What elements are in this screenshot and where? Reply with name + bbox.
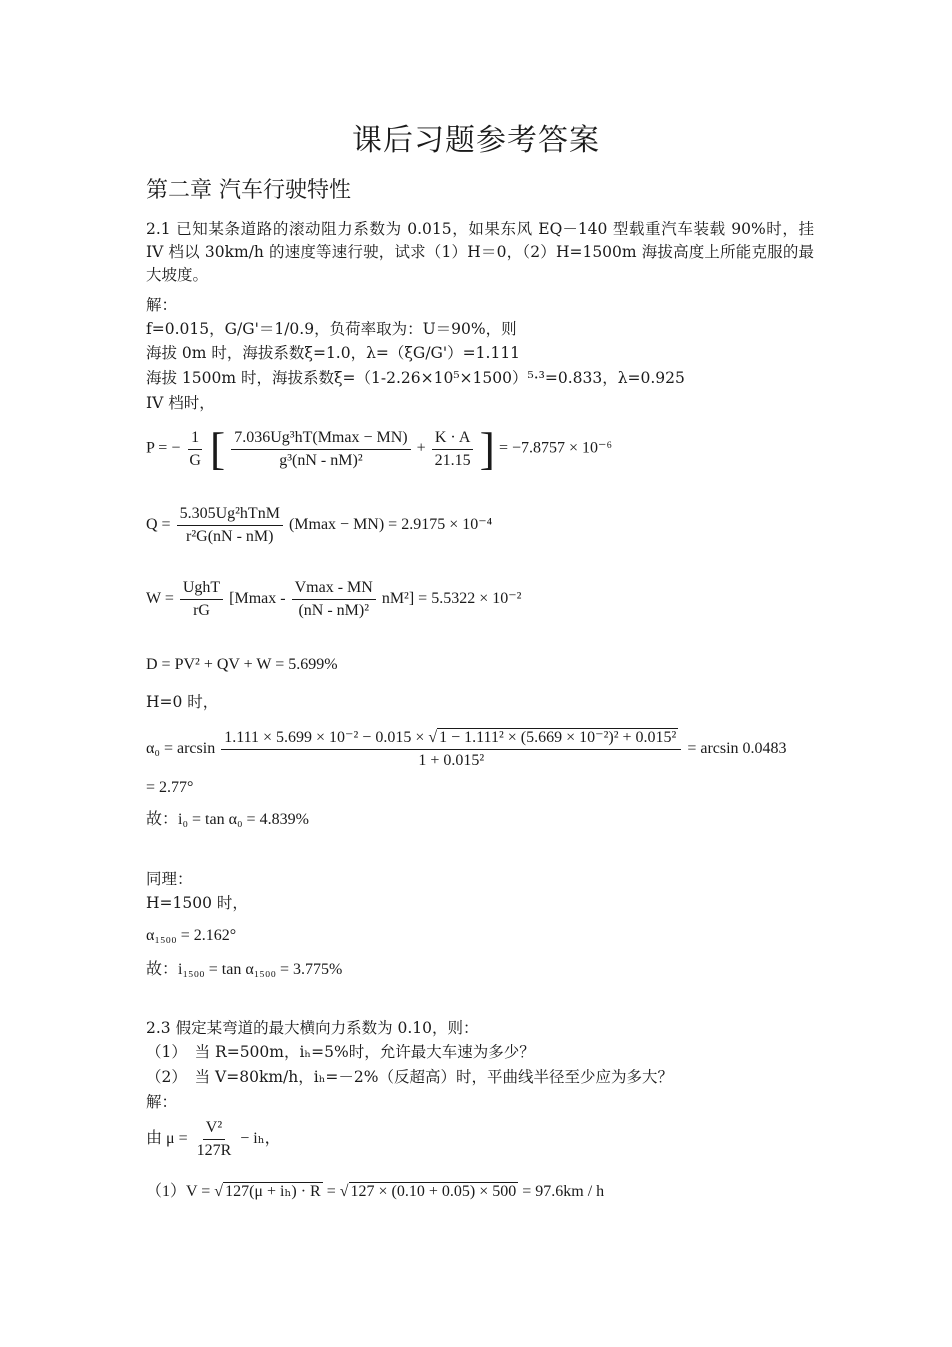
similarly-label: 同理：	[146, 870, 193, 888]
formula-mu-pre: 由 μ =	[146, 1130, 188, 1148]
formula-p-frac3	[432, 428, 474, 471]
right-bracket: ]	[479, 423, 495, 474]
formula-v-pre: （1）V =	[146, 1183, 211, 1200]
formula-w-frac2	[292, 578, 376, 621]
formula-alpha0-den: 1 + 0.015²	[418, 752, 485, 769]
altitude-1500-line: 海拔 1500m 时，海拔系数ξ=（1-2.26×10⁵×1500）⁵·³=0.833，λ=0.925	[146, 369, 685, 387]
alpha1500-result: α₁₅₀₀ = 2.162°	[146, 927, 237, 944]
formula-alpha0-sqrt: 1 − 1.111² × (5.669 × 10⁻²)² + 0.015²	[439, 729, 677, 746]
formula-w-num1: UghT	[180, 578, 223, 600]
chapter-heading: 第二章 汽车行驶特性	[146, 178, 351, 203]
formula-q	[146, 504, 492, 547]
formula-p-rhs: = −7.8757 × 10⁻⁶	[498, 439, 613, 457]
h0-label: H=0 时，	[146, 693, 219, 711]
formula-p-frac1-den: G	[189, 451, 201, 469]
i0-result: 故：i₀ = tan α₀ = 4.839%	[146, 811, 309, 828]
alpha0-result: = 2.77°	[146, 779, 194, 796]
given-values: f=0.015，G/G'＝1/0.9，负荷率取为：U＝90%，则	[146, 320, 517, 338]
formula-p-frac2	[231, 428, 410, 471]
formula-alpha0-frac	[221, 728, 681, 771]
formula-q-rest: (Mmax − MN) = 2.9175 × 10⁻⁴	[288, 516, 493, 534]
formula-alpha0-rhs: = arcsin 0.0483	[687, 740, 787, 758]
formula-d: D = PV² + QV + W = 5.699%	[146, 656, 338, 673]
question-2-1: 2.1 已知某条道路的滚动阻力系数为 0.015，如果东风 EQ－140 型载重汽车装载 90%时，挂 IV 档以 30km/h 的速度等速行驶，试求（1）H＝0，（2）H=1500m 海拔高度上所能克服的最大坡度。	[146, 220, 814, 284]
formula-v: （1）V = √ 127(μ + iₕ) · R = √ 127 × (0.10 + 0.05) × 500 = 97.6km / h	[146, 1183, 605, 1200]
formula-p-frac3-num: K · A	[432, 428, 474, 450]
formula-v-mid: =	[326, 1183, 336, 1200]
formula-w-frac1	[180, 578, 223, 621]
question-2-3: 2.3 假定某弯道的最大横向力系数为 0.10，则：	[146, 1019, 479, 1037]
formula-q-frac	[177, 504, 283, 547]
solution-label: 解：	[146, 296, 178, 314]
question-2-3-item1: （1） 当 R=500m，iₕ=5%时，允许最大车速为多少？	[146, 1043, 535, 1061]
formula-q-lhs: Q =	[146, 516, 171, 534]
formula-mu-frac	[194, 1118, 235, 1161]
formula-v-sqrt2: 127 × (0.10 + 0.05) × 500	[350, 1183, 517, 1200]
formula-w-den1: rG	[193, 602, 210, 619]
formula-mu-post: − iₕ，	[240, 1130, 281, 1148]
formula-alpha0-lhs: α₀ = arcsin	[146, 740, 216, 758]
left-bracket: [	[209, 423, 226, 474]
formula-mu	[146, 1118, 281, 1161]
page-title: 课后习题参考答案	[352, 123, 600, 158]
formula-w	[146, 578, 521, 621]
h1500-label: H=1500 时，	[146, 894, 248, 912]
formula-p-frac2-num: 7.036Ug³hT(Mmax − MN)	[231, 428, 410, 450]
formula-w-num2: Vmax - MN	[292, 578, 376, 600]
formula-p-frac1-num: 1	[188, 428, 202, 450]
formula-p-frac3-den: 21.15	[434, 451, 471, 469]
formula-w-mid: [Mmax -	[229, 590, 286, 608]
solution-label-2: 解：	[146, 1093, 178, 1111]
formula-alpha0-num: 1.111 × 5.699 × 10⁻² − 0.015 × √ 1 − 1.111² × (5.669 × 10⁻²)² + 0.015²	[221, 728, 681, 750]
formula-w-den2: (nN - nM)²	[298, 602, 369, 619]
formula-v-sqrt1: 127(μ + iₕ) · R	[225, 1183, 321, 1200]
formula-q-den: r²G(nN - nM)	[186, 528, 274, 545]
formula-p-frac1	[186, 428, 204, 471]
formula-mu-den: 127R	[196, 1142, 232, 1159]
formula-w-lhs: W =	[146, 590, 174, 608]
question-2-3-item2: （2） 当 V=80km/h，iₕ=－2%（反超高）时，平曲线半径至少应为多大？	[146, 1068, 673, 1086]
altitude-0-line: 海拔 0m 时，海拔系数ξ=1.0，λ=（ξG/G'）=1.111	[146, 344, 521, 362]
formula-w-rest: nM²] = 5.5322 × 10⁻²	[381, 590, 522, 608]
i1500-result: 故：i₁₅₀₀ = tan α₁₅₀₀ = 3.775%	[146, 961, 343, 978]
formula-q-num: 5.305Ug²hTnM	[177, 504, 283, 526]
gear-iv-line: IV 档时，	[146, 394, 215, 412]
formula-p-lhs: P = −	[146, 439, 181, 457]
formula-p: P = − $\frac{1}{G}$ [ $\frac{\text{7.036Ug³hT(Mmax − MN)}}{\text{g³(nN - nM)²}}$ + $\frac{K \cdot A}{21.15}$ ] = −7.8757 × 10⁻⁶	[146, 423, 613, 474]
formula-p-frac2-den: g³(nN - nM)²	[279, 451, 363, 469]
formula-v-post: = 97.6km / h	[522, 1183, 605, 1200]
formula-mu-num: V²	[203, 1118, 225, 1140]
formula-alpha0	[146, 728, 787, 771]
